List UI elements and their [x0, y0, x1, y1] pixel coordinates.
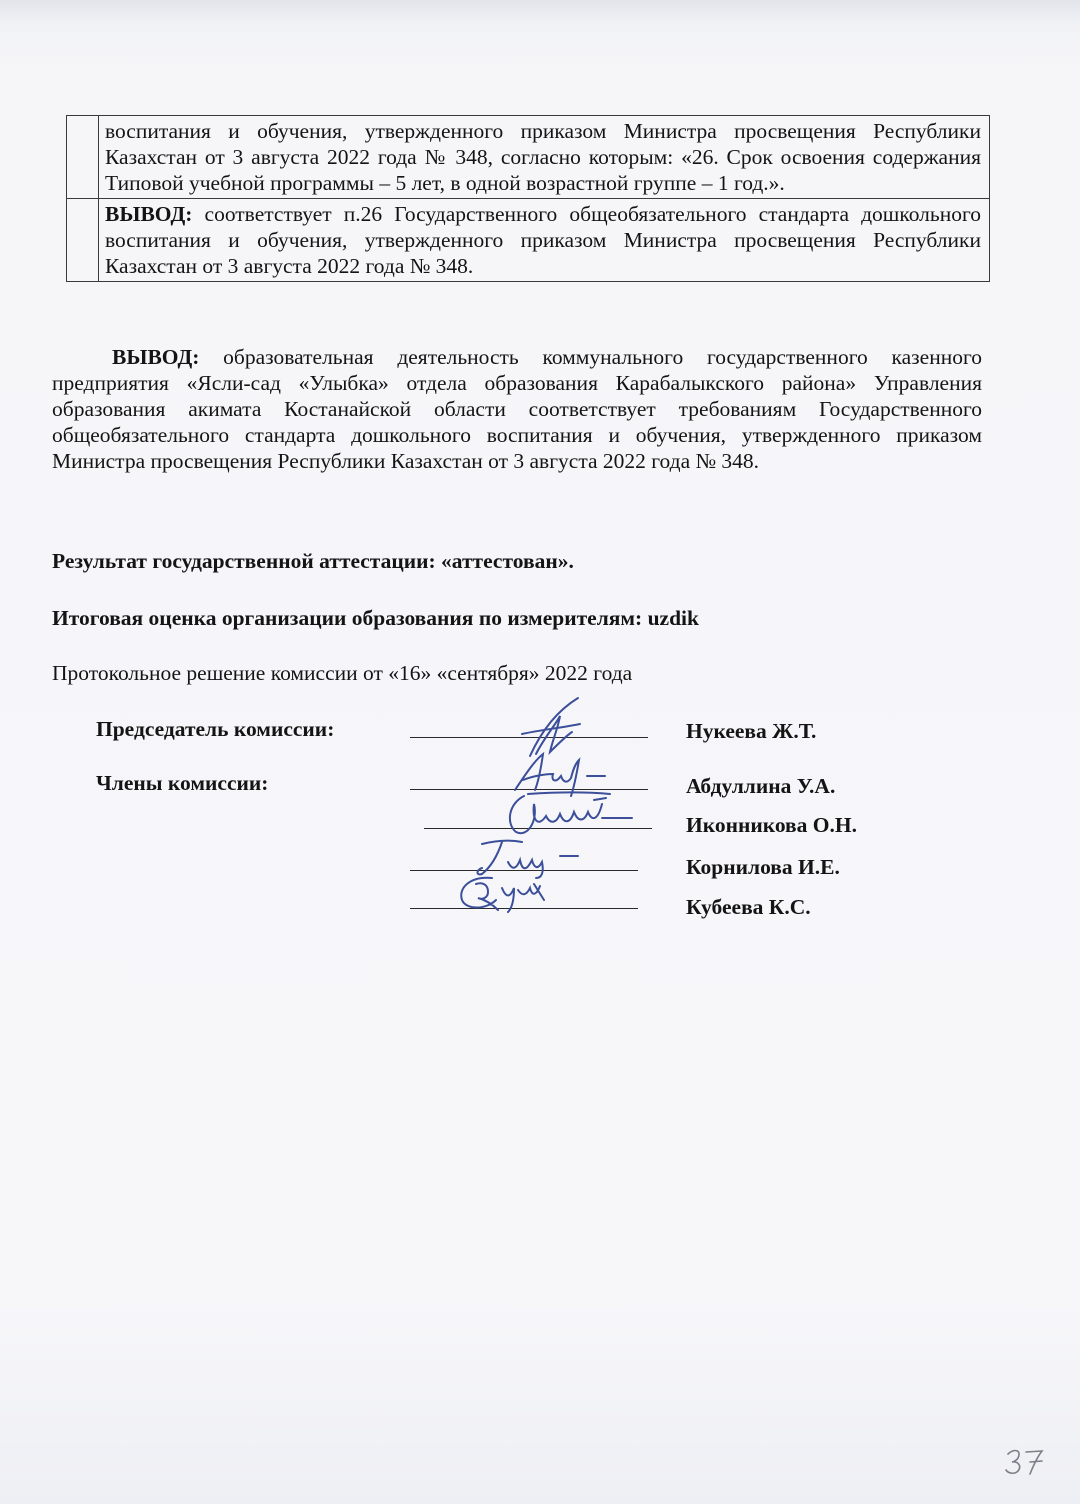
conclusion-text: образовательная деятельность коммунального государственного казенного предприятия «Ясли-сад «Улыбка» отдела образования Карабалыкского района» Управления образования акимата Костанайской области соответствует требованиям Государственного общеобязательного стандарта дошкольного воспитания и обучения, утвержденного приказом Министра просвещения Республики Казахстан от 3 августа 2022 года № 348. [52, 345, 982, 473]
row-text: воспитания и обучения, утвержденного приказом Министра просвещения Республики Казахстан от 3 августа 2022 года № 348, согласно которым: «26. Срок освоения содержания Типовой учебной программы – 5 лет, в одной возрастной группе – 1 год.». [105, 119, 981, 195]
table-row [67, 199, 990, 282]
signature-member-2 [498, 790, 648, 840]
member-name: Корнилова И.Е. [686, 855, 840, 879]
row-conclusion-text: соответствует п.26 Государственного общеобязательного стандарта дошкольного воспитания и обучения, утвержденного приказом Министра просвещения Республики Казахстан от 3 августа 2022 года № 348. [105, 202, 981, 278]
member-name: Абдуллина У.А. [686, 774, 836, 798]
table-cell-text [99, 199, 990, 282]
member-name: Иконникова О.Н. [686, 813, 857, 837]
members-label: Члены комиссии: [96, 771, 269, 795]
member-name: Кубеева К.С. [686, 895, 811, 919]
chair-label: Председатель комиссии: [96, 717, 335, 741]
final-score: Итоговая оценка организации образования по измерителям: uzdik [52, 606, 699, 630]
conclusion-label: ВЫВОД: [112, 345, 200, 369]
signature-member-4 [452, 870, 562, 916]
table-cell-number [67, 116, 99, 199]
attestation-result: Результат государственной аттестации: «аттестован». [52, 549, 574, 573]
table-row [67, 116, 990, 199]
page-number [1004, 1446, 1048, 1476]
row-conclusion-label: ВЫВОД: [105, 202, 193, 226]
table-cell-number [67, 199, 99, 282]
conclusion-paragraph [52, 344, 982, 474]
chair-name: Нукеева Ж.Т. [686, 719, 817, 743]
table-cell-text [99, 116, 990, 199]
protocol-decision: Протокольное решение комиссии от «16» «сентября» 2022 года [52, 661, 633, 685]
criteria-table [66, 115, 990, 282]
